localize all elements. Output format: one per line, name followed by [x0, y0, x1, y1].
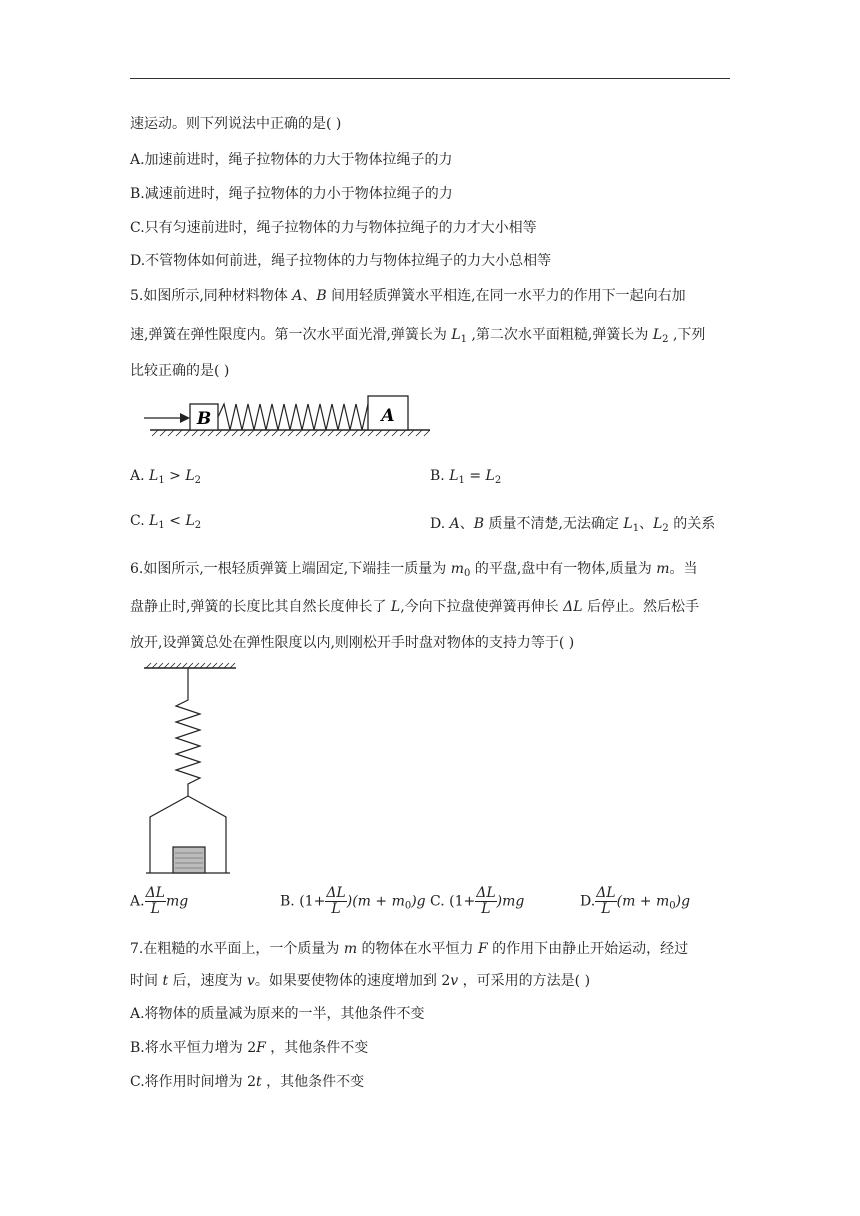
q5-stem-line3: 比较正确的是( ): [130, 363, 230, 379]
q5-stem-line1: 5.如图所示,同种材料物体 A、B 间用轻质弹簧水平相连,在同一水平力的作用下一起向右加: [130, 288, 686, 304]
q7-stem-line1: 7.在粗糙的水平面上，一个质量为 m 的物体在水平恒力 F 的作用下由静止开始运动，经过: [130, 941, 689, 957]
q6-option-a: A. $\frac{\Delta L}{L}$ mg: [130, 885, 189, 917]
q4-option-c: C.只有匀速前进时，绳子拉物体的力与物体拉绳子的力才大小相等: [130, 220, 537, 236]
q4-stem-tail: 速运动。则下列说法中正确的是( ): [130, 116, 342, 132]
q4-option-a: A.加速前进时，绳子拉物体的力大于物体拉绳子的力: [130, 152, 453, 168]
q5-option-b: B. $L_1 = L_2$: [430, 468, 502, 486]
q5-fig-label-b: B: [196, 409, 212, 429]
q7-stem-line2: 时间 t 后，速度为 v。如果要使物体的速度增加到 2v ，可采用的方法是( ): [130, 973, 591, 989]
q5-fig-label-a: A: [381, 406, 395, 426]
q5-option-d: D. A、B 质量不清楚,无法确定 $L_1$、$L_2$ 的关系: [430, 516, 716, 534]
q6-fraction: $\frac{\Delta L}{L}$: [326, 885, 346, 917]
q6-stem-line2: 盘静止时,弹簧的长度比其自然长度伸长了 L,今向下拉盘使弹簧再伸长 ΔL 后停止。然后松手: [130, 599, 699, 615]
q6-stem-line3: 放开,设弹簧总处在弹性限度以内,则刚松开手时盘对物体的支持力等于( ): [130, 635, 575, 651]
q6-fraction: $\frac{\Delta L}{L}$: [476, 885, 496, 917]
q6-option-c: C. (1+ $\frac{\Delta L}{L}$ )mg: [430, 885, 525, 917]
q6-hanging-spring-figure: [140, 660, 240, 876]
header-rule: [130, 78, 730, 79]
q6-option-d: D. $\frac{\Delta L}{L}$ $(m + m_0)g$: [580, 885, 691, 917]
q5-spring-blocks-figure: [140, 392, 436, 438]
q7-option-b: B.将水平恒力增为 2F ，其他条件不变: [130, 1040, 369, 1056]
q6-fraction: $\frac{\Delta L}{L}$: [145, 885, 165, 917]
q7-option-c: C.将作用时间增为 2t ，其他条件不变: [130, 1074, 365, 1090]
q5-option-a: A. $L_1 > L_2$: [130, 468, 201, 486]
q4-option-b: B.减速前进时，绳子拉物体的力小于物体拉绳子的力: [130, 186, 453, 202]
q5-option-c: C. $L_1 < L_2$: [130, 513, 202, 531]
q4-option-d: D.不管物体如何前进，绳子拉物体的力与物体拉绳子的力大小总相等: [130, 253, 552, 269]
q6-stem-line1: 6.如图所示,一根轻质弹簧上端固定,下端挂一质量为 $m_0$ 的平盘,盘中有一物体,质量为 m。当: [130, 561, 698, 579]
q6-fraction: $\frac{\Delta L}{L}$: [596, 885, 616, 917]
q5-stem-line2: 速,弹簧在弹性限度内。第一次水平面光滑,弹簧长为 $L_1$ ,第二次水平面粗糙,弹簧长为 $L_2$ ,下列: [130, 327, 706, 345]
q6-option-b: B. (1+ $\frac{\Delta L}{L}$ )$(m + m_0)g$: [280, 885, 426, 917]
q7-option-a: A.将物体的质量减为原来的一半，其他条件不变: [130, 1006, 425, 1022]
